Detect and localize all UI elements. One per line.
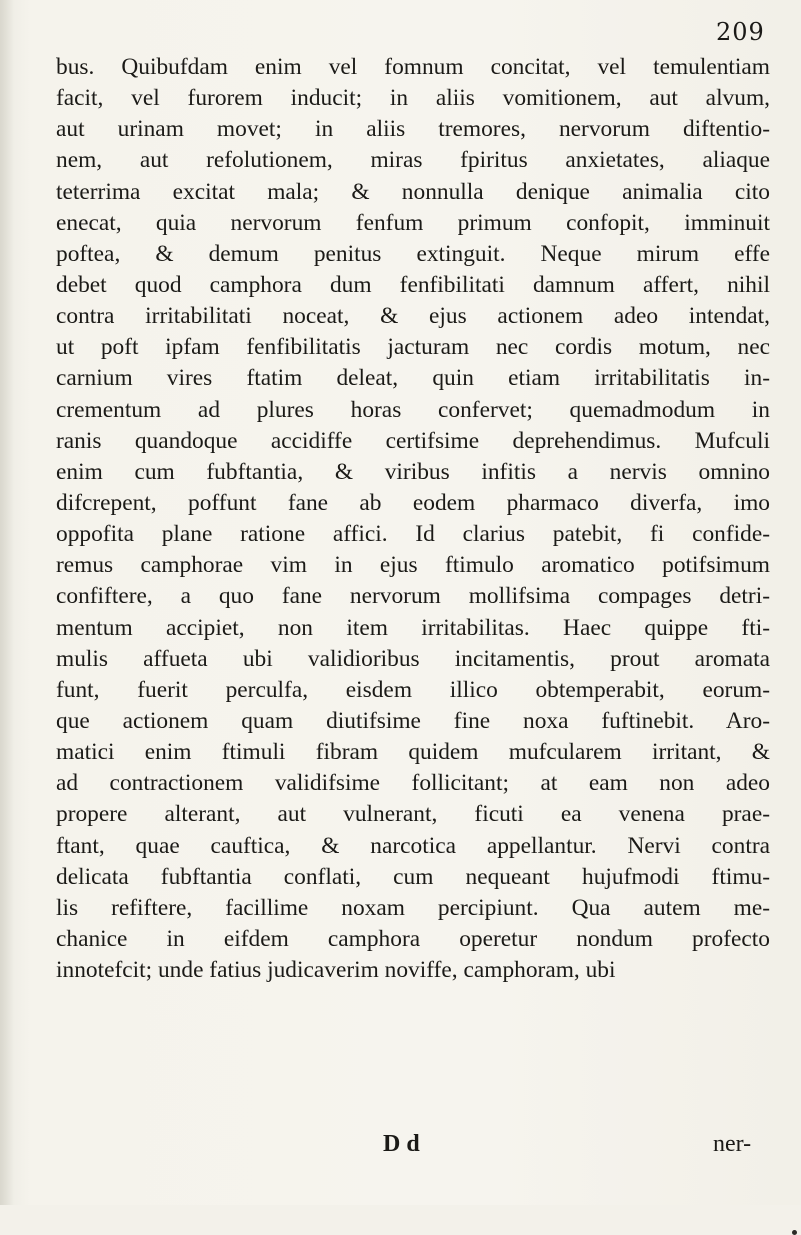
text-line: matici enim ftimuli fibram quidem mufcularem irritant, & (56, 739, 770, 766)
ink-fleck (792, 1230, 797, 1235)
body-text (56, 52, 770, 986)
text-line: chanice in eifdem camphora operetur nondum profecto (56, 925, 770, 952)
text-line: funt, fuerit perculfa, eisdem illico obtemperabit, eorum- (56, 676, 770, 703)
text-line: poftea, & demum penitus extinguit. Neque mirum effe (56, 240, 770, 267)
text-line: nem, aut refolutionem, miras fpiritus anxietates, aliaque (56, 147, 770, 174)
text-line: contra irritabilitati noceat, & ejus actionem adeo intendat, (56, 303, 770, 330)
page-gutter-shadow (0, 0, 14, 1205)
page-number: 209 (716, 18, 765, 46)
text-line: difcrepent, poffunt fane ab eodem pharmaco diverfa, imo (56, 489, 770, 516)
text-line: mulis affueta ubi validioribus incitamentis, prout aromata (56, 645, 770, 672)
text-line: aut urinam movet; in aliis tremores, nervorum diftentio- (56, 116, 770, 143)
text-line: debet quod camphora dum fenfibilitati damnum affert, nihil (56, 271, 770, 298)
text-line: ad contractionem validifsime follicitant; at eam non adeo (56, 770, 770, 797)
text-line: bus. Quibufdam enim vel fomnum concitat, vel temulentiam (56, 54, 770, 80)
text-line: mentum accipiet, non item irritabilitas. Haec quippe fti- (56, 614, 770, 641)
text-line: ftant, quae cauftica, & narcotica appellantur. Nervi contra (56, 832, 770, 859)
text-line: remus camphorae vim in ejus ftimulo aromatico potifsimum (56, 552, 770, 579)
text-line: confiftere, a quo fane nervorum mollifsima compages detri- (56, 583, 770, 610)
text-line: enim cum fubftantia, & viribus infitis a nervis omnino (56, 458, 770, 485)
text-line: ut poft ipfam fenfibilitatis jacturam nec cordis motum, nec (56, 334, 770, 361)
text-line: facit, vel furorem inducit; in aliis vomitionem, aut alvum, (56, 85, 770, 112)
text-line: carnium vires ftatim deleat, quin etiam irritabilitatis in- (56, 365, 770, 392)
text-line: crementum ad plures horas confervet; quemadmodum in (56, 396, 770, 423)
catchword: ner- (713, 1131, 752, 1157)
text-line: propere alterant, aut vulnerant, ficuti ea venena prae- (56, 801, 770, 828)
text-line: que actionem quam diutifsime fine noxa fuftinebit. Aro- (56, 707, 770, 734)
text-line: lis refiftere, facillime noxam percipiunt. Qua autem me- (56, 894, 770, 921)
page-footer (0, 1131, 801, 1163)
signature-mark: D d (383, 1131, 420, 1157)
text-line: enecat, quia nervorum fenfum primum confopit, imminuit (56, 209, 770, 236)
text-line: oppofita plane ratione affici. Id clarius patebit, fi confide- (56, 521, 770, 548)
text-line: ranis quandoque accidiffe certifsime deprehendimus. Mufculi (56, 427, 770, 454)
text-line: teterrima excitat mala; & nonnulla denique animalia cito (56, 178, 770, 205)
text-line: innotefcit; unde fatius judicaverim noviffe, camphoram, ubi (56, 957, 616, 984)
text-line: delicata fubftantia conflati, cum nequeant hujufmodi ftimu- (56, 863, 770, 890)
